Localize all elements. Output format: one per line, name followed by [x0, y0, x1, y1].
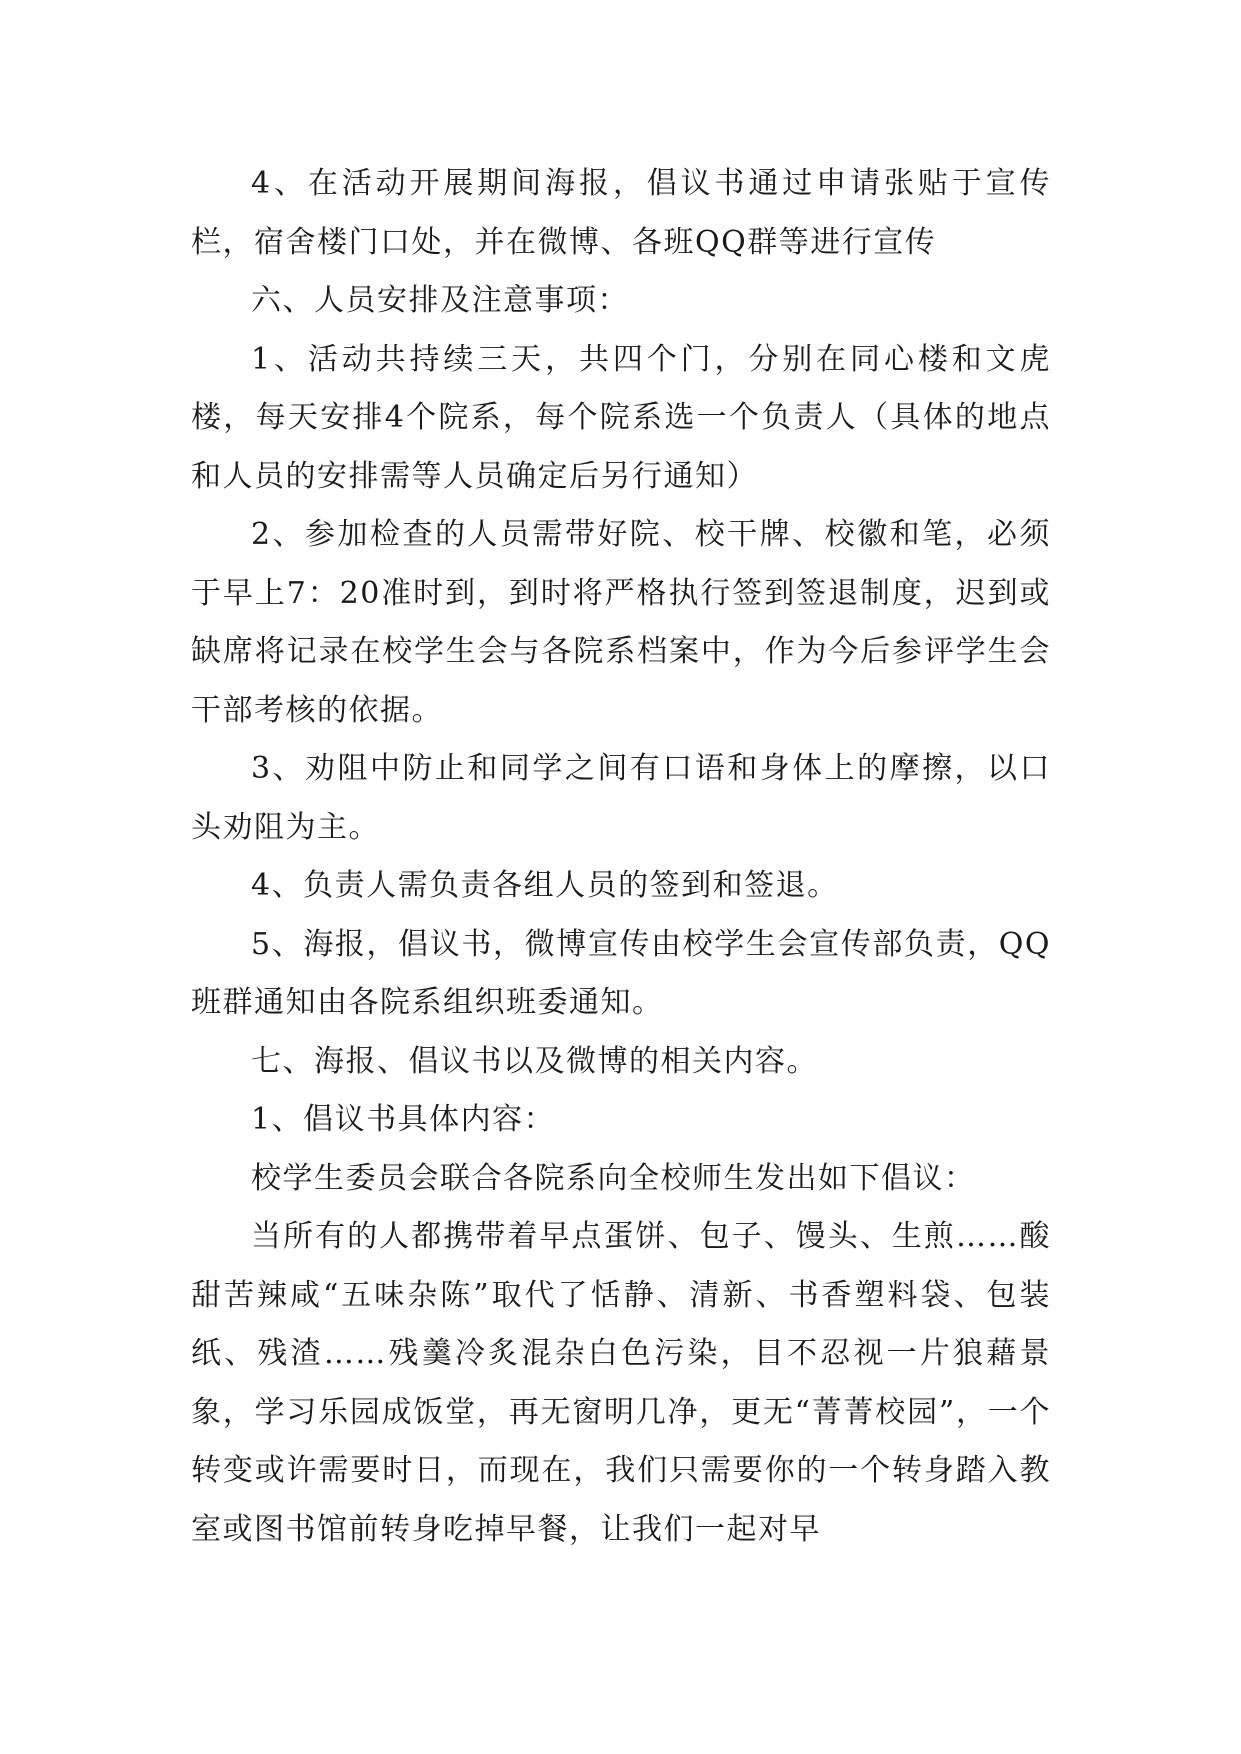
paragraph-sign-in: 4、负责人需负责各组人员的签到和签退。 [251, 868, 839, 903]
paragraph-proposal-title: 1、倡议书具体内容： [251, 1102, 556, 1137]
section-heading-content: 七、海报、倡议书以及微博的相关内容。 [251, 1043, 818, 1079]
paragraph-dissuasion: 3、劝阻中防止和同学之间有口语和身体上的摩擦，以口头劝阻为主。 [191, 751, 1051, 845]
section-heading-staffing: 六、人员安排及注意事项： [251, 283, 629, 318]
paragraph-proposal-intro: 校学生委员会联合各院系向全校师生发出如下倡议： [251, 1160, 976, 1196]
paragraph-promotion-duty: 5、海报，倡议书，微博宣传由校学生会宣传部负责，QQ班群通知由各院系组织班委通知。 [191, 926, 1051, 1020]
document-body [191, 155, 1051, 1559]
paragraph-publicity-method: 4、在活动开展期间海报，倡议书通过申请张贴于宣传栏，宿舍楼门口处，并在微博、各班QQ群等进行宣传 [191, 166, 1051, 260]
paragraph-proposal-body: 当所有的人都携带着早点蛋饼、包子、馒头、生煎……酸甜苦辣咸“五味杂陈”取代了恬静、清新、书香塑料袋、包装纸、残渣……残羹冷炙混杂白色污染，目不忍视一片狼藉景象，学习乐园成饭堂，再无窗明几净，更无“菁菁校园”，一个转变或许需要时日，而现在，我们只需要你的一个转身踏入教室或图书馆前转身吃掉早餐，让我们一起对早 [191, 1219, 1051, 1547]
paragraph-attendance: 2、参加检查的人员需带好院、校干牌、校徽和笔，必须于早上7：20准时到，到时将严格执行签到签退制度，迟到或缺席将记录在校学生会与各院系档案中，作为今后参评学生会干部考核的依据。 [191, 517, 1051, 728]
paragraph-schedule: 1、活动共持续三天，共四个门，分别在同心楼和文虎楼，每天安排4个院系，每个院系选一个负责人（具体的地点和人员的安排需等人员确定后另行通知） [191, 341, 1051, 494]
